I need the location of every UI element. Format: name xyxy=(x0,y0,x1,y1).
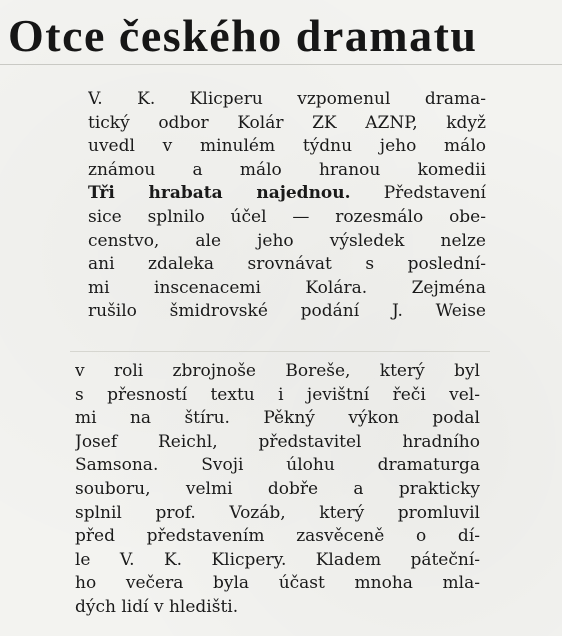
article-line: ho večera byla účast mnoha mla- xyxy=(75,573,480,594)
article-line: sice splnilo účel — rozesmálo obe- xyxy=(88,206,486,227)
article-line: ani zdaleka srovnávat s poslední- xyxy=(88,254,486,275)
article-line: tický odbor Kolár ZK AZNP, když xyxy=(88,112,486,133)
article-line: rušilo šmidrovské podání J. Weise xyxy=(88,301,486,322)
article-line: le V. K. Klicpery. Kladem páteční- xyxy=(75,549,480,570)
article-line: v roli zbrojnoše Boreše, který byl xyxy=(75,361,480,381)
play-title: Tři hrabata najednou. xyxy=(88,183,351,204)
article-line: mi na štíru. Pěkný výkon podal xyxy=(75,408,480,429)
article-line: censtvo, ale jeho výsledek nelze xyxy=(88,230,486,251)
article-line: uvedl v minulém týdnu jeho málo xyxy=(88,136,486,157)
article-line: mi inscenacemi Kolára. Zejména xyxy=(88,277,486,298)
article-line: V. K. Klicperu vzpomenul drama- xyxy=(88,89,486,109)
article-line: Samsona. Svoji úlohu dramaturga xyxy=(75,455,480,476)
article-line-with-play-title xyxy=(88,182,486,206)
headline-divider xyxy=(0,64,562,65)
headline: Otce českého dramatu xyxy=(8,10,478,61)
article-line-rest: Představení xyxy=(350,183,486,204)
article-line: souboru, velmi dobře a prakticky xyxy=(75,478,480,499)
article-body-column-bottom xyxy=(75,360,480,620)
article-line: splnil prof. Vozáb, který promluvil xyxy=(75,502,480,523)
article-line: před představením zasvěceně o dí- xyxy=(75,526,480,547)
article-line: známou a málo hranou komedii xyxy=(88,159,486,180)
article-line: s přesností textu i jevištní řeči vel- xyxy=(75,384,480,405)
article-line: dých lidí v hledišti. xyxy=(75,596,239,617)
article-line: Josef Reichl, představitel hradního xyxy=(75,431,480,452)
article-body-column-top xyxy=(88,88,486,324)
clipping-fold-line xyxy=(70,351,490,352)
